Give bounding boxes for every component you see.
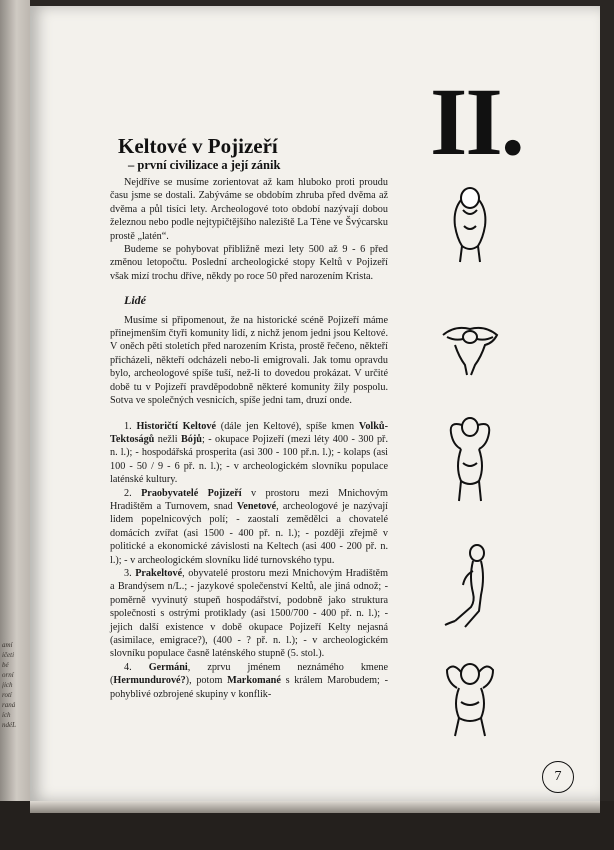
list-item: 1. Historičtí Keltové (dále jen Keltové), spíše kmen Volků-Tektoságů nežli Bójů; - okupace Pojizeří (mezi léty 400 - 300 př. n. l.); - hospodářská prosperita (asi 300 - 100 př.n. l.); - kolaps (asi 100 - 50 / 9 - 6 př. n. l.); - v archeologickém slovníku populace laténské kultury.: [110, 420, 388, 486]
figurine-seated-back-icon: [435, 321, 505, 381]
list-item: 4. Germáni, zprvu jménem neznámého kmene (Hermundurové?), potom Markomané s králem Marobudem; - pohyblivé ozbrojené skupiny v konflik-: [110, 661, 388, 700]
section-heading: Lidé: [124, 293, 146, 308]
figurine-reclining-icon: [435, 541, 505, 631]
figurine-crouching-icon: [435, 656, 505, 741]
main-text-column: [110, 176, 388, 701]
figurine-illustrations: [435, 186, 525, 746]
figurine-hands-to-ears-icon: [435, 411, 505, 506]
chapter-title: Keltové v Pojizeří: [118, 134, 278, 158]
page-number: 7: [542, 761, 574, 793]
facing-page-edge: [0, 0, 30, 850]
intro-paragraph: Budeme se pohybovat přibližně mezi lety 500 až 9 - 6 před změnou letopočtu. Poslední archeologické stopy Keltů v Pojizeří však mizí trochu dříve, někdy po roce 50 před narozením Krista.: [110, 244, 388, 282]
book-page: [30, 6, 600, 801]
facing-page-text: amí ičeti bé orní jich rotí raná ích ndéL: [2, 641, 16, 729]
chapter-subtitle: – první civilizace a její zánik: [128, 158, 281, 172]
figurine-standing-icon: [435, 186, 505, 266]
list-item: 3. Prakeltové, obyvatelé prostoru mezi Mnichovým Hradištěm a Brandýsem n/L.; - jazykové společenství Keltů, ale jiná odnož; - poměrně vyvinutý stupeň hospodářství, podobně jako struktura společnosti s ostrými protiklady (asi 1500/700 - 400 př. n. l.); - jejich další existence v době okupace Pojizeří Kelty nejasná (asimilace, emigrace?), (400 - ? př. n. l.); - v archeologickém slovníku populace časně laténského stupně (5. stol.).: [110, 567, 389, 660]
page-bottom-edge: [30, 801, 600, 813]
section-paragraph: Musíme si připomenout, že na historické scéně Pojizeří máme přinejmenším čtyři komunity lidí, z nichž jenom jedni jsou Keltové. V oněch pěti stoletích před narozením Krista, prostě řečeno, někteří přicházeli, někteří odcházeli nebo-li emigrovali. Jak tomu opravdu bylo, archeologové spíše tuší, než-li to dovedou prokázat. V určité době tu v Pojizeří pravděpodobně některé komunity žily pospolu. Sotva ve společných vesnicích, spíše jedni tam, druzí onde.: [110, 314, 388, 407]
intro-paragraph: Nejdříve se musíme zorientovat až kam hluboko proti proudu času jsme se dostali. Zabýváme se obdobím zhruba před dvěma až dvěma a půl tisíci lety. Archeologové toto období nazývají dobou železnou nebo podle nejtypičtějšího naleziště La Tène ve Švýcarsku prostě „latén“.: [110, 177, 388, 242]
chapter-numeral: II.: [430, 68, 523, 175]
list-item: 2. Praobyvatelé Pojizeří v prostoru mezi Mnichovým Hradištěm a Turnovem, snad Venetové, archeologové je nazývají lidem popelnicových polí; - zaostalí zemědělci a chovatelé domácích zvířat (asi 1500 - 400 př. n. l.); - později zřejmě v politické a ekonomické závislosti na Keltech (asi 400 - 200 př. n. l.); - v archeologickém slovníku lidé turnovského typu.: [110, 487, 389, 566]
